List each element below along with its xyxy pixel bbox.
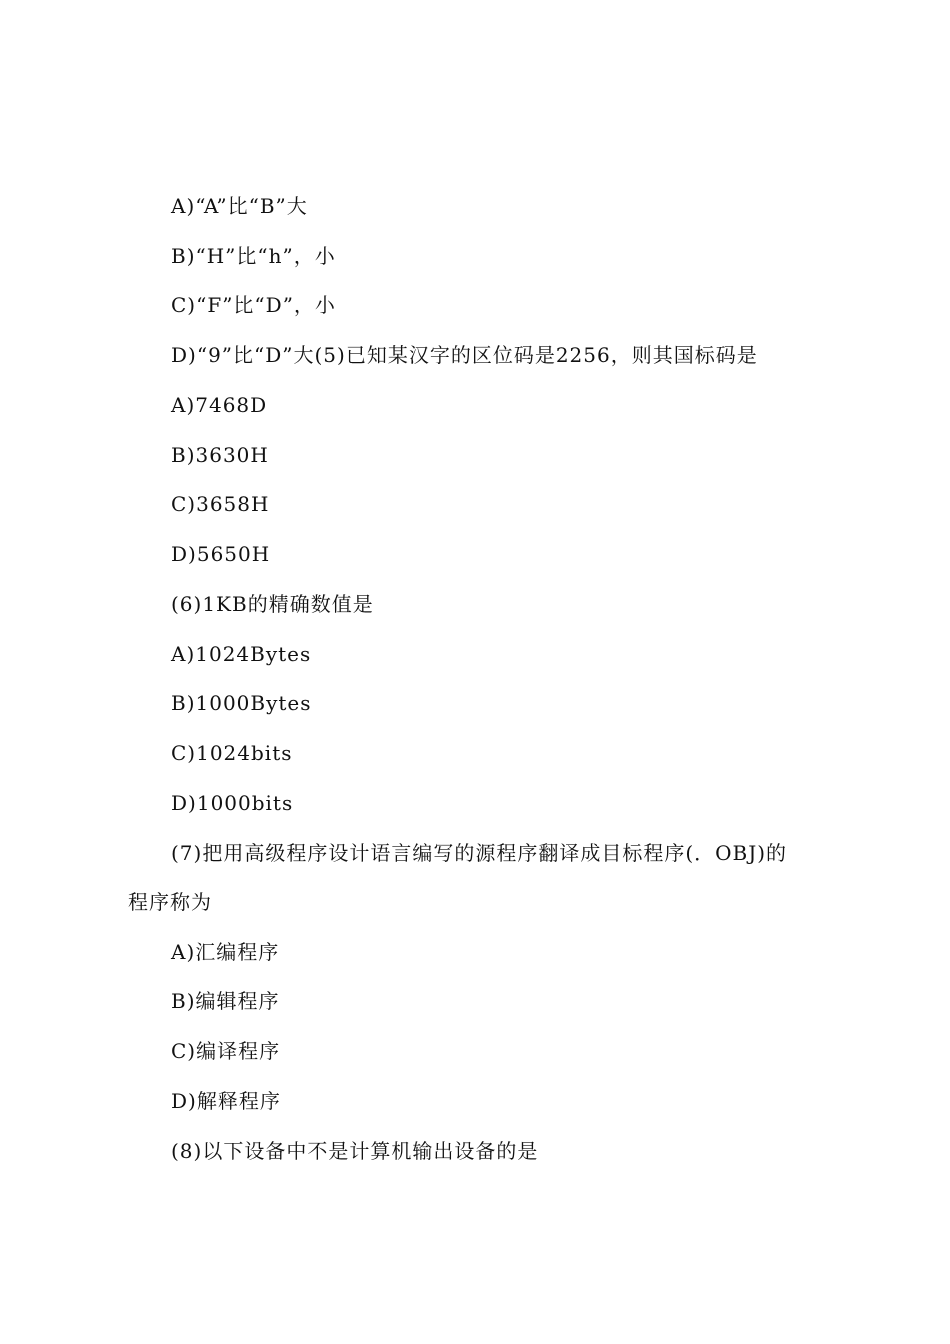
option-b-q4: B)“H”比“h”，小 [171, 244, 336, 268]
question-7-continued: 程序称为 [128, 890, 212, 914]
question-6: (6)1KB的精确数值是 [171, 592, 374, 616]
option-a-q4: A)“A”比“B”大 [171, 194, 308, 218]
option-c-q7: C)编译程序 [171, 1039, 281, 1063]
option-d-q7: D)解释程序 [171, 1089, 281, 1113]
option-a-q6: A)1024Bytes [171, 642, 312, 666]
option-a-q5: A)7468D [171, 393, 268, 417]
option-b-q5: B)3630H [171, 443, 269, 467]
option-b-q7: B)编辑程序 [171, 989, 280, 1013]
option-c-q4: C)“F”比“D”，小 [171, 293, 336, 317]
option-d-q5: D)5650H [171, 542, 271, 566]
option-d-q4-question-5: D)“9”比“D”大(5)已知某汉字的区位码是2256，则其国标码是 [171, 343, 758, 367]
option-c-q6: C)1024bits [171, 741, 293, 765]
option-d-q6: D)1000bits [171, 791, 294, 815]
question-8: (8)以下设备中不是计算机输出设备的是 [171, 1139, 539, 1163]
option-b-q6: B)1000Bytes [171, 691, 312, 715]
option-a-q7: A)汇编程序 [171, 940, 280, 964]
question-7: (7)把用高级程序设计语言编写的源程序翻译成目标程序(．OBJ)的 [171, 841, 788, 865]
option-c-q5: C)3658H [171, 492, 270, 516]
